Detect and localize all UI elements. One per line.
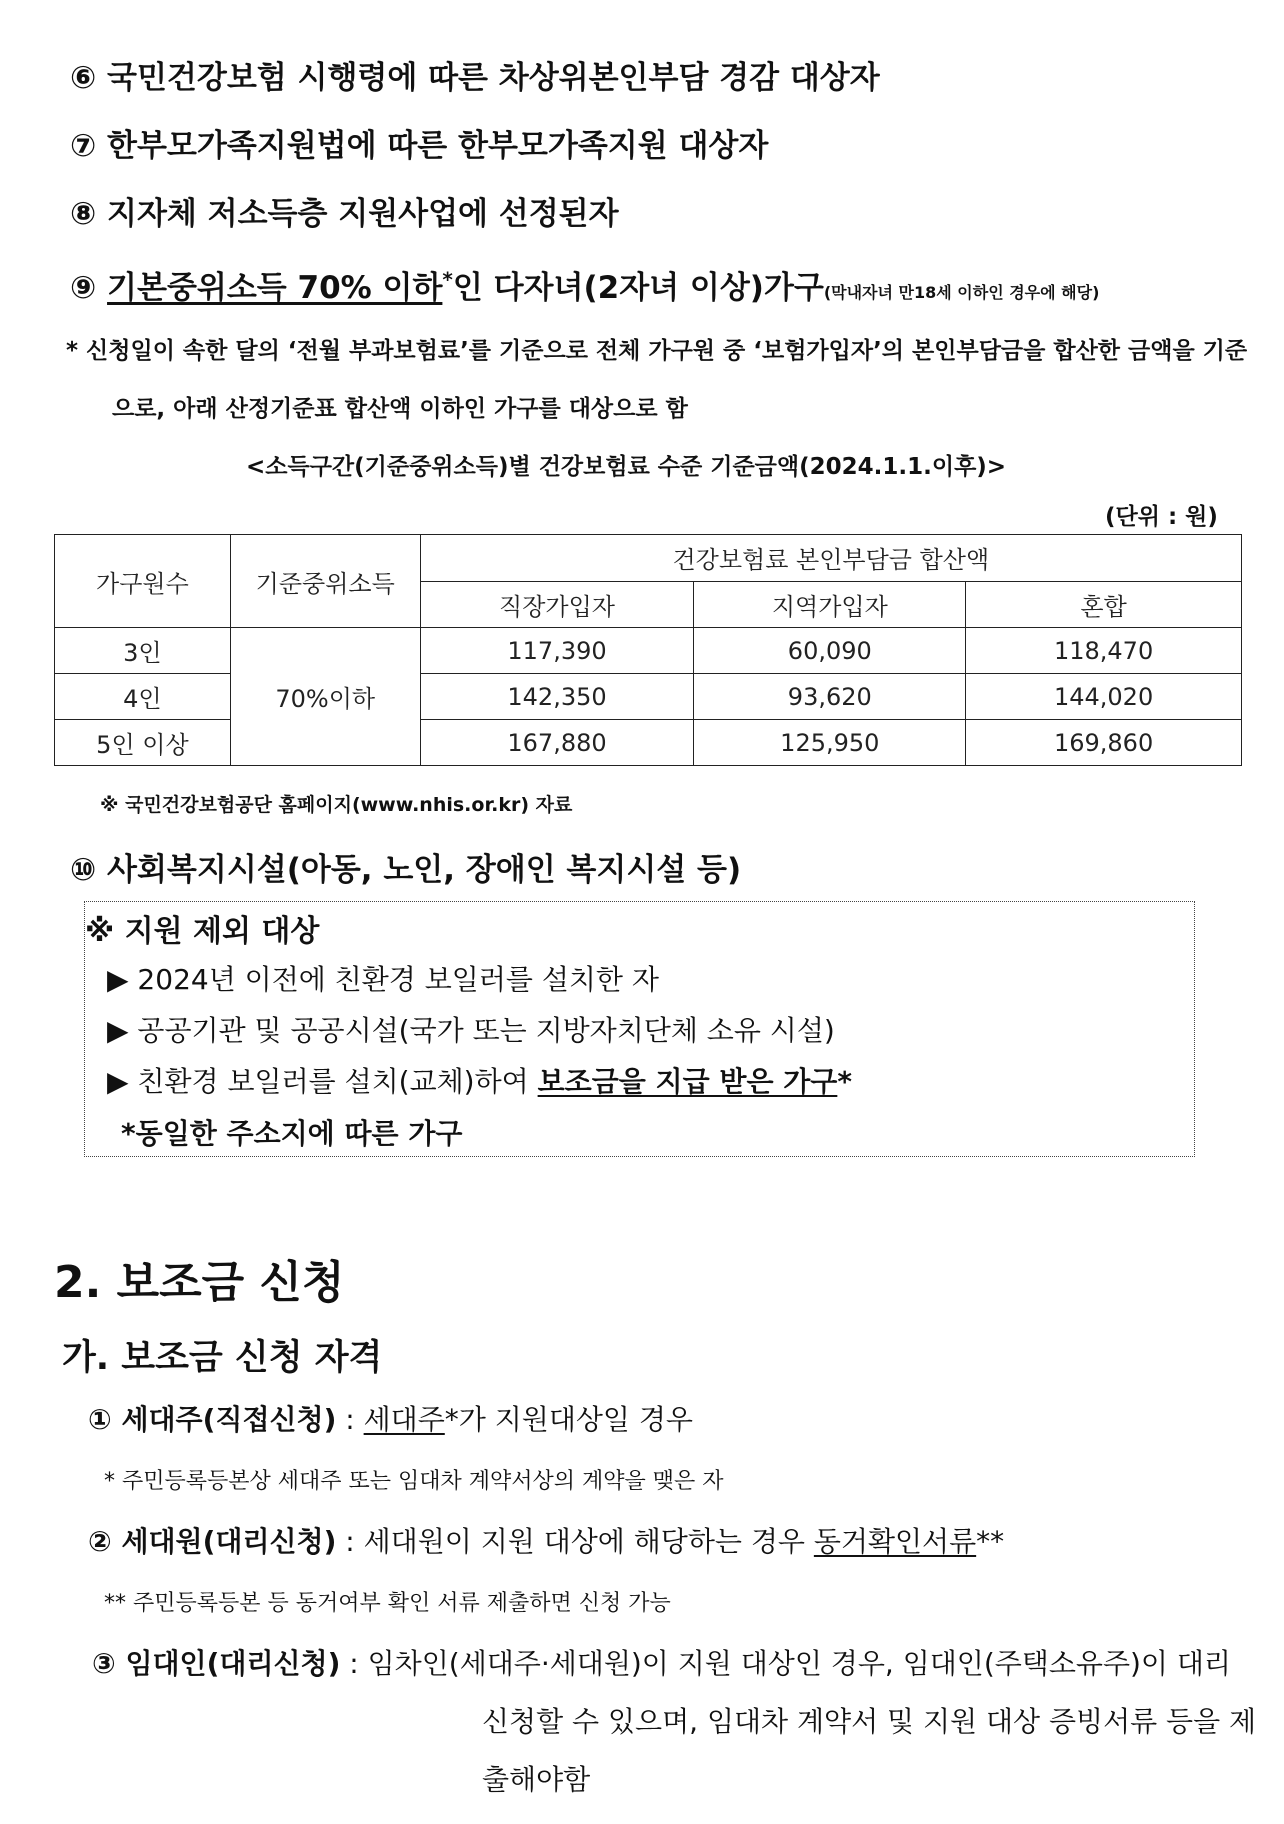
qualification-1-rest: *가 지원대상일 경우 [444, 1403, 693, 1436]
exclusion-item-3-text: ▶ 친환경 보일러를 설치(교체)하여 [107, 1065, 538, 1098]
qualification-2-sep: : [336, 1525, 364, 1558]
section-title: 2. 보조금 신청 [54, 1257, 345, 1308]
premium-table [54, 534, 1242, 766]
eligibility-item-10: ⑩ 사회복지시설(아동, 노인, 장애인 복지시설 등) [70, 852, 742, 888]
item9-condition: (막내자녀 만18세 이하인 경우에 해당) [823, 283, 1100, 302]
header-premium-sum: 건강보험료 본인부담금 합산액 [420, 535, 1241, 582]
qualification-2-text: 세대원이 지원 대상에 해당하는 경우 [363, 1525, 814, 1558]
qualification-3-line1: 임차인(세대주·세대원)이 지원 대상인 경우, 임대인(주택소유주)이 대리 [367, 1647, 1231, 1680]
footnote-line2: 으로, 아래 산정기준표 합산액 이하인 가구를 대상으로 함 [112, 396, 688, 422]
eligibility-item-6: ⑥ 국민건강보험 시행령에 따른 차상위본인부담 경감 대상자 [70, 60, 880, 96]
qualification-2-label: ② 세대원(대리신청) [88, 1525, 337, 1558]
table-caption: <소득구간(기준중위소득)별 건강보험료 수준 기준금액(2024.1.1.이후)> [246, 454, 1007, 480]
exclusion-note: *동일한 주소지에 따른 가구 [121, 1117, 463, 1150]
cell-regional: 93,620 [694, 674, 966, 720]
qualification-2-note: ** 주민등록등본 등 동거여부 확인 서류 제출하면 신청 가능 [104, 1591, 671, 1616]
qualification-1-sep: : [336, 1403, 364, 1436]
qualification-2-star: ** [976, 1525, 1005, 1558]
table-row [55, 628, 1242, 674]
cell-mixed: 169,860 [966, 720, 1242, 766]
item9-star: * [442, 267, 453, 292]
eligibility-item-7: ⑦ 한부모가족지원법에 따른 한부모가족지원 대상자 [70, 128, 769, 164]
exclusion-box [84, 901, 1195, 1157]
qualification-3-sep: : [340, 1647, 368, 1680]
cell-household: 4인 [55, 674, 231, 720]
cell-workplace: 142,350 [420, 674, 694, 720]
qualification-1 [88, 1398, 693, 1438]
item9-prefix: ⑨ [70, 270, 108, 306]
qualification-2 [88, 1520, 1004, 1560]
exclusion-item-3-emphasis: 보조금을 지급 받은 가구 [537, 1065, 838, 1098]
exclusion-item-3 [107, 1060, 852, 1100]
qualification-3-line3: 출해야함 [482, 1763, 591, 1796]
qualification-3-label: ③ 임대인(대리신청) [92, 1647, 341, 1680]
exclusion-item-1: ▶ 2024년 이전에 친환경 보일러를 설치한 자 [107, 963, 659, 996]
qualification-1-label: ① 세대주(직접신청) [88, 1403, 337, 1436]
item9-rest: 인 다자녀(2자녀 이상)가구 [452, 270, 824, 306]
header-workplace: 직장가입자 [420, 581, 694, 628]
cell-household: 3인 [55, 628, 231, 674]
subsection-title: 가. 보조금 신청 자격 [62, 1338, 383, 1378]
eligibility-item-8: ⑧ 지자체 저소득층 지원사업에 선정된자 [70, 196, 619, 232]
eligibility-item-9 [70, 262, 1099, 307]
cell-workplace: 167,880 [420, 720, 694, 766]
footnote-line1: * 신청일이 속한 달의 ‘전월 부과보험료’를 기준으로 전체 가구원 중 ‘보험가입자’의 본인부담금을 합산한 금액을 기준 [66, 338, 1248, 364]
cell-regional: 125,950 [694, 720, 966, 766]
cell-workplace: 117,390 [420, 628, 694, 674]
qualification-2-document: 동거확인서류 [813, 1525, 977, 1558]
table-unit: (단위 : 원) [1105, 504, 1218, 530]
qualification-3 [92, 1642, 1231, 1682]
cell-regional: 60,090 [694, 628, 966, 674]
exclusion-item-3-star: * [837, 1065, 852, 1098]
cell-mixed: 144,020 [966, 674, 1242, 720]
qualification-1-householder: 세대주 [363, 1403, 445, 1436]
header-regional: 지역가입자 [694, 581, 966, 628]
exclusion-title: ※ 지원 제외 대상 [85, 914, 320, 949]
item9-income-threshold: 기본중위소득 70% 이하 [107, 270, 443, 306]
qualification-1-note: * 주민등록등본상 세대주 또는 임대차 계약서상의 계약을 맺은 자 [104, 1469, 724, 1494]
cell-household: 5인 이상 [55, 720, 231, 766]
exclusion-item-2: ▶ 공공기관 및 공공시설(국가 또는 지방자치단체 소유 시설) [107, 1014, 835, 1047]
qualification-3-line2: 신청할 수 있으며, 임대차 계약서 및 지원 대상 증빙서류 등을 제 [482, 1705, 1257, 1738]
cell-mixed: 118,470 [966, 628, 1242, 674]
cell-median-income: 70%이하 [230, 628, 420, 766]
header-household: 가구원수 [55, 535, 231, 628]
header-median-income: 기준중위소득 [230, 535, 420, 628]
header-mixed: 혼합 [966, 581, 1242, 628]
table-source: ※ 국민건강보험공단 홈페이지(www.nhis.or.kr) 자료 [100, 794, 573, 816]
